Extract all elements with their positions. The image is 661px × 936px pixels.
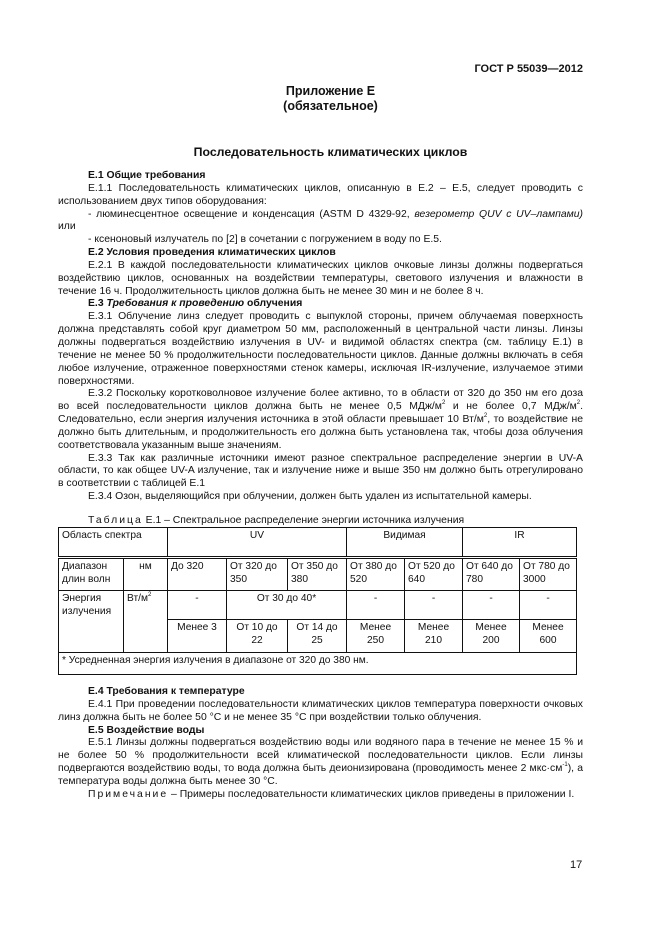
header-area: Область спектра (59, 528, 168, 558)
table-cell: От 30 до 40* (227, 591, 347, 620)
table-cell: От 380 до 520 (347, 558, 405, 591)
paragraph-e1-1: Е.1.1 Последовательность климатических циклов, описанную в Е.2 – Е.5, следует проводить с использованием двух типов оборудования: (58, 182, 583, 207)
superscript: 2 (576, 400, 581, 407)
heading-e1: Е.1 Общие требования (88, 170, 206, 181)
note-label: Примечание (88, 788, 169, 800)
range-unit: нм (124, 558, 168, 591)
table-cell: Менее 600 (520, 620, 577, 653)
caption-label: Таблица (88, 515, 143, 526)
table-cell: Менее 3 (168, 620, 227, 653)
text-italic: везерометр QUV с UV–лампами) (414, 208, 583, 220)
table-cell: От 320 до 350 (227, 558, 288, 591)
text: Е.5.1 Линзы должны подвергаться воздействию воды или водяного пара в течение не менее 15 % и не более 50 % продолжительности всей климатической последовательности циклов. Если линзы подвергаются воздействию воды, то вода должна быть деионизирована (проводимость менее 2 мкс·см (58, 737, 583, 775)
text: Е.3.2 Поскольку коротковолновое излучение более активно, то в области от 320 до 350 нм его доза во всей последовательности циклов должна быть не менее 0,5 МДж/м (58, 388, 583, 413)
header-visible: Видимая (347, 528, 463, 558)
document-code: ГОСТ Р 55039—2012 (474, 63, 583, 75)
caption-text: Е.1 – Спектральное распределение энергии источника излучения (142, 515, 465, 526)
table-row (59, 558, 577, 591)
energy-label: Энергия излучения (59, 591, 124, 653)
text: Вт/м (127, 593, 148, 604)
paragraph-e3-3: Е.3.3 Так как различные источники имеют разное спектральное распределение энергии в UV-A области, то как общее UV-A излучение, так и излучение ниже и выше 350 нм должно быть отрегулировано в соответствии с таблицей Е.1 (58, 452, 583, 490)
list-item: - ксеноновый излучатель по [2] в сочетании с погружением в воду по Е.5. (88, 234, 442, 246)
list-item (58, 209, 583, 235)
table-row (59, 591, 577, 620)
text: облучения (244, 298, 303, 310)
paragraph-e5-1 (58, 737, 583, 788)
paragraph-e3-1: Е.3.1 Облучение линз следует проводить с выпуклой стороны, причем облучаемая поверхность должна представлять собой круг диаметром 50 мм, расположенный в центральной части линзы. Линзы должны подвергаться воздействию излучения в UV- и видимой областях спектра (см. таблицу Е.1) в течение не менее 50 % продолжительности последовательности циклов. Данные должны включать в себя любое излучение, отраженное поверхностями стенок камеры, исключая IR-излучение, излучаемое этими поверхностями. (58, 311, 583, 387)
table-cell: - (347, 591, 405, 620)
text: . Следовательно, если энергия излучения источника в этой области превышает 10 Вт/м (58, 401, 583, 426)
annex-number: Приложение Е (285, 84, 376, 98)
paragraph-e2-1: Е.2.1 В каждой последовательности климатических циклов очковые линзы должны подвергаться воздействию циклов, основанных на воздействии температуры, светового излучения и влажности в течение 16 ч. Продолжительность циклов должна быть не менее 30 мин и не более 8 ч. (58, 259, 583, 297)
text-italic: Требования к проведению (106, 298, 245, 310)
heading-e3 (58, 298, 583, 311)
table-caption (88, 515, 464, 526)
superscript: 2 (483, 413, 488, 420)
page-number: 17 (570, 859, 583, 871)
table-cell: - (168, 591, 227, 620)
table-footnote-row (59, 653, 577, 675)
table-cell: - (463, 591, 520, 620)
table-cell: От 14 до 25 (288, 620, 347, 653)
energy-unit (124, 591, 168, 653)
paragraph-e3-2 (58, 388, 583, 452)
table-cell: Менее 250 (347, 620, 405, 653)
superscript: 2 (147, 592, 152, 598)
table-cell: До 320 (168, 558, 227, 591)
section-title: Последовательность климатических циклов (193, 145, 468, 159)
range-label: Диапазон длин волн (59, 558, 124, 591)
table-header-row (59, 528, 577, 558)
text: или (58, 221, 76, 233)
table-cell: Менее 200 (463, 620, 520, 653)
heading-e4: Е.4 Требования к температуре (88, 686, 245, 697)
heading-e5: Е.5 Воздействие воды (88, 724, 205, 736)
note-text: – Примеры последовательности климатических циклов приведены в приложении I. (168, 788, 575, 800)
paragraph-e4-1: Е.4.1 При проведении последовательности климатических циклов температура поверхности очковых линз должна быть не более 50 °С и не менее 35 °С при воздействии только облучения. (58, 698, 583, 723)
table-cell: - (405, 591, 463, 620)
table-cell: От 780 до 3000 (520, 558, 577, 591)
header-ir: IR (463, 528, 577, 558)
text: и не более 0,7 МДж/м (445, 401, 577, 413)
body-text (58, 170, 583, 504)
paragraph-e3-4: Е.3.4 Озон, выделяющийся при облучении, должен быть удален из испытательной камеры. (88, 491, 532, 503)
text: Е.3 (88, 298, 107, 310)
heading-e2: Е.2 Условия проведения климатических циклов (88, 247, 336, 259)
table-cell: От 10 до 22 (227, 620, 288, 653)
table-cell: - (520, 591, 577, 620)
superscript: -1 (562, 762, 568, 769)
spectral-table (58, 527, 577, 675)
table-cell: Менее 210 (405, 620, 463, 653)
superscript: 2 (441, 400, 446, 407)
annex-title (0, 84, 661, 113)
table-cell: От 640 до 780 (463, 558, 520, 591)
header-uv: UV (168, 528, 347, 558)
table-cell: От 350 до 380 (288, 558, 347, 591)
annex-status: (обязательное) (283, 98, 378, 113)
text: ), а температура воды должна быть менее 30 °С. (58, 763, 584, 787)
body-text-continued (58, 686, 583, 802)
text: - люминесцентное освещение и конденсация (ASTM D 4329-92, (88, 208, 415, 220)
text: , то воздействие не должно быть длительным, и продолжительность его должна быть установлена так, чтобы доза облучения соответствовала указанным выше значениям. (58, 414, 583, 451)
table-cell: От 520 до 640 (405, 558, 463, 591)
note (58, 789, 583, 802)
table-footnote: * Усредненная энергия излучения в диапазоне от 320 до 380 нм. (59, 653, 577, 675)
